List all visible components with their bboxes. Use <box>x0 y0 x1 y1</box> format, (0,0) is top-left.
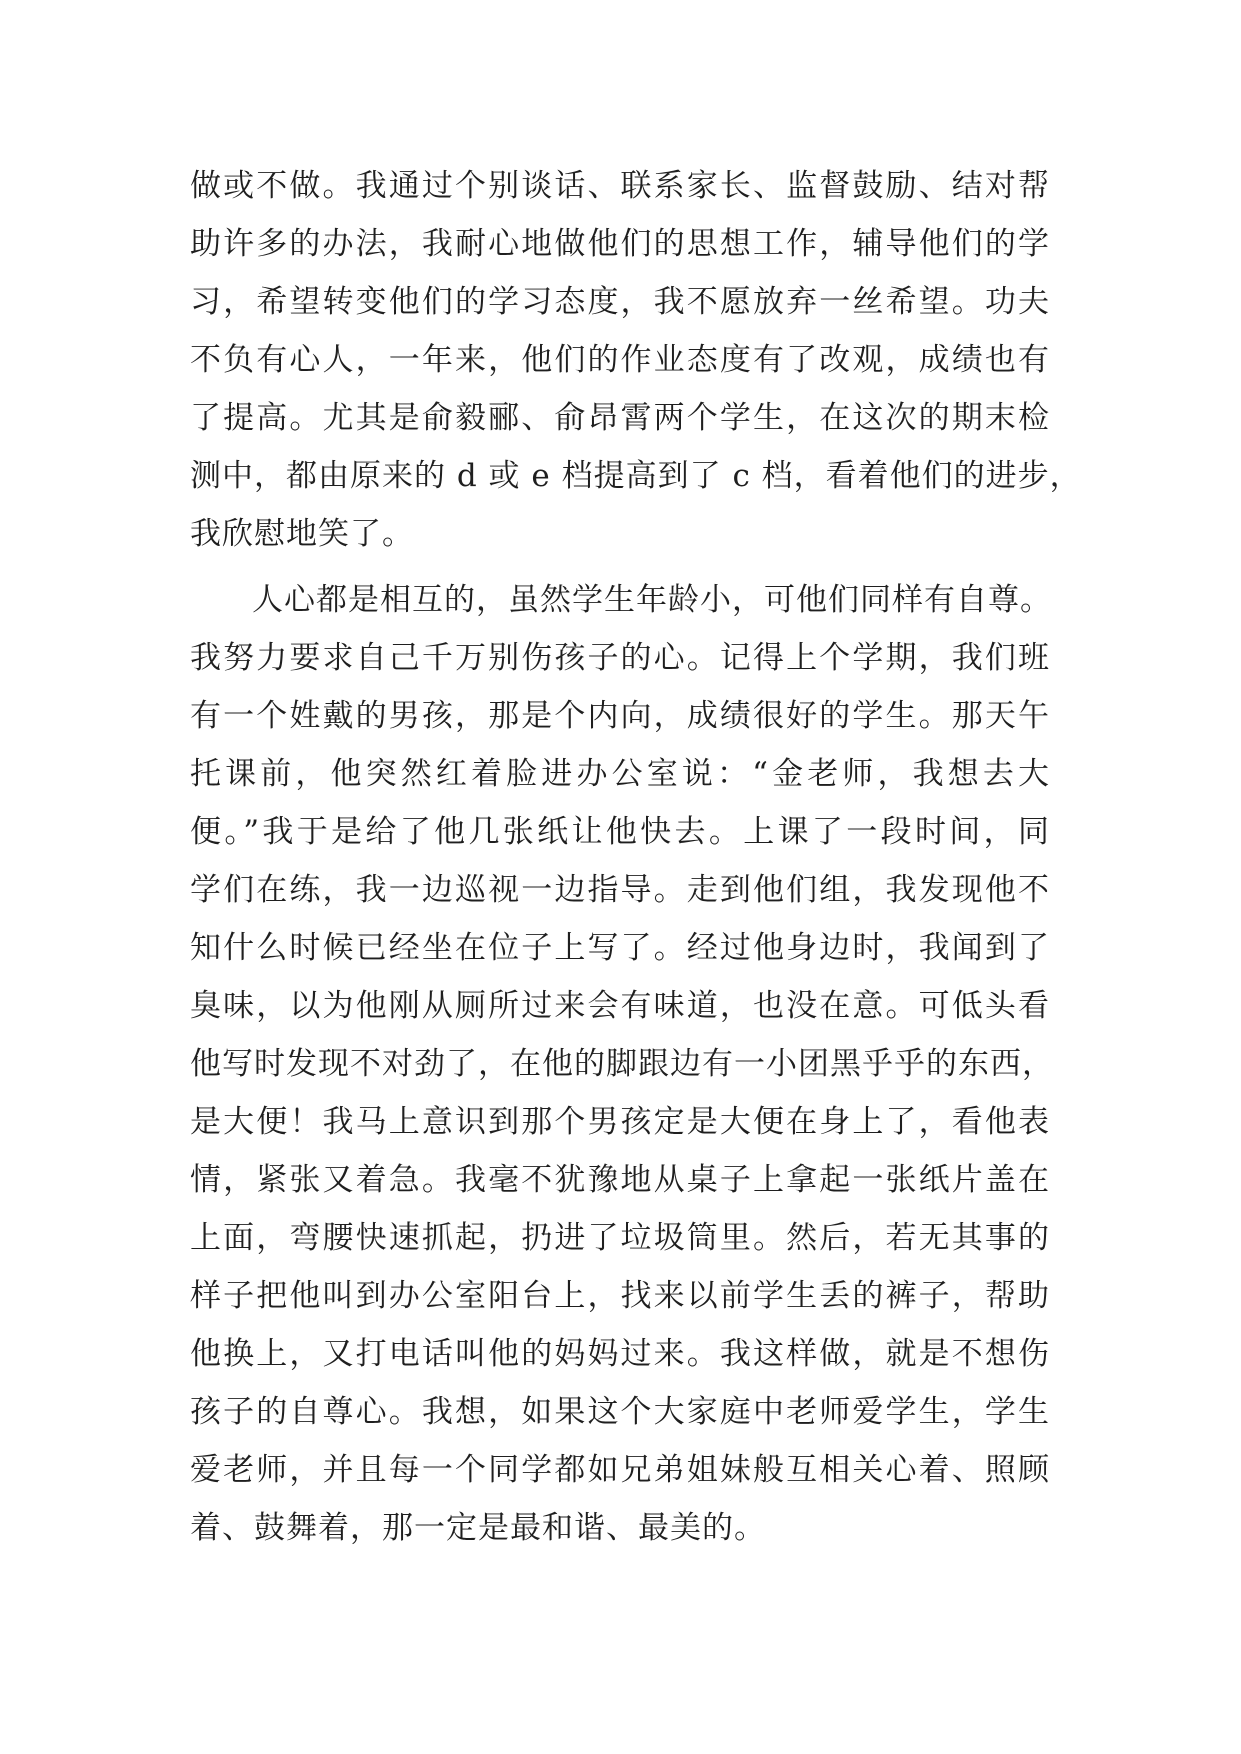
text-line: 知什么时候已经坐在位子上写了。经过他身边时，我闻到了 <box>190 930 1050 966</box>
text-line: 便。”我于是给了他几张纸让他快去。上课了一段时间，同 <box>190 814 1050 850</box>
text-line: 托课前，他突然红着脸进办公室说：“金老师，我想去大 <box>190 756 1050 792</box>
text-line: 助许多的办法，我耐心地做他们的思想工作，辅导他们的学 <box>190 226 1050 262</box>
text-line: 我欣慰地笑了。 <box>190 516 414 552</box>
paragraph-1 <box>190 157 1082 563</box>
text-line: 他写时发现不对劲了，在他的脚跟边有一小团黑乎乎的东西， <box>190 1046 1054 1082</box>
text-line: 样子把他叫到办公室阳台上，找来以前学生丢的裤子，帮助 <box>190 1278 1050 1314</box>
text-line: 了提高。尤其是俞毅郦、俞昂霄两个学生，在这次的期末检 <box>190 400 1050 436</box>
text-line: 不负有心人，一年来，他们的作业态度有了改观，成绩也有 <box>190 342 1050 378</box>
text-line: 爱老师，并且每一个同学都如兄弟姐妹般互相关心着、照顾 <box>190 1452 1050 1488</box>
paragraph-2 <box>190 571 1054 1557</box>
text-line: 有一个姓戴的男孩，那是个内向，成绩很好的学生。那天午 <box>190 698 1050 734</box>
document-body <box>190 157 1082 1557</box>
text-line: 习，希望转变他们的学习态度，我不愿放弃一丝希望。功夫 <box>190 284 1050 320</box>
text-line: 测中，都由原来的 d 或 e 档提高到了 c 档，看着他们的进步， <box>190 458 1082 494</box>
text-line: 情，紧张又着急。我毫不犹豫地从桌子上拿起一张纸片盖在 <box>190 1162 1050 1198</box>
text-line: 孩子的自尊心。我想，如果这个大家庭中老师爱学生，学生 <box>190 1394 1050 1430</box>
text-line: 是大便！我马上意识到那个男孩定是大便在身上了，看他表 <box>190 1104 1050 1140</box>
text-line: 学们在练，我一边巡视一边指导。走到他们组，我发现他不 <box>190 872 1050 908</box>
text-line: 臭味，以为他刚从厕所过来会有味道，也没在意。可低头看 <box>190 988 1050 1024</box>
text-line: 做或不做。我通过个别谈话、联系家长、监督鼓励、结对帮 <box>190 168 1050 204</box>
text-line: 人心都是相互的，虽然学生年龄小，可他们同样有自尊。 <box>252 582 1052 618</box>
text-line: 他换上，又打电话叫他的妈妈过来。我这样做，就是不想伤 <box>190 1336 1050 1372</box>
text-line: 上面，弯腰快速抓起，扔进了垃圾筒里。然后，若无其事的 <box>190 1220 1050 1256</box>
text-line: 着、鼓舞着，那一定是最和谐、最美的。 <box>190 1510 766 1546</box>
paragraph-gap <box>190 563 1050 571</box>
text-line: 我努力要求自己千万别伤孩子的心。记得上个学期，我们班 <box>190 640 1050 676</box>
